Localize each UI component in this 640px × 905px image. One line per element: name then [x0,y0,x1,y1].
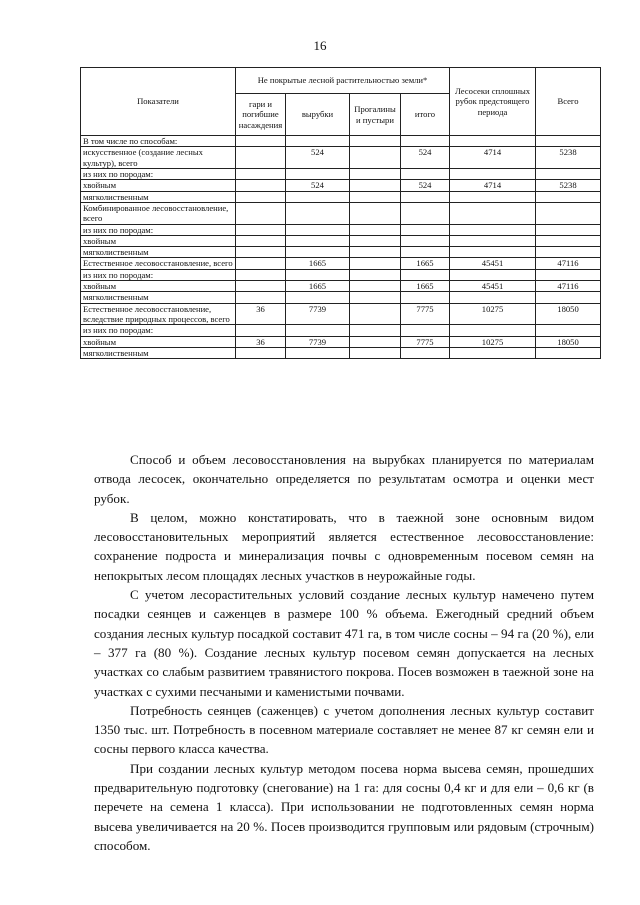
table-cell [536,168,601,179]
table-row [81,247,601,258]
row-label: мягколиственным [81,292,236,303]
table-cell [450,168,536,179]
table-cell: 1665 [401,258,450,269]
table-cell: 524 [286,147,350,169]
table-cell [236,202,286,224]
table-cell [536,191,601,202]
table-cell: 36 [236,303,286,325]
table-cell: 7739 [286,336,350,347]
table-cell [286,191,350,202]
table-row [81,258,601,269]
table-cell [401,235,450,246]
table-cell: 18050 [536,336,601,347]
table-cell: 10275 [450,303,536,325]
table-cell: 4714 [450,180,536,191]
table-cell: 7775 [401,303,450,325]
row-label: из них по породам: [81,325,236,336]
table-row [81,224,601,235]
table-cell [236,258,286,269]
header-total-not-covered: итого [401,94,450,136]
table-cell [350,147,401,169]
table-cell [236,224,286,235]
table-cell [236,191,286,202]
table-cell: 5238 [536,147,601,169]
table-cell [536,325,601,336]
table-cell [286,347,350,358]
table-row [81,292,601,303]
row-label: Естественное лесовосстановление, всего [81,258,236,269]
table-cell [286,136,350,147]
table-cell [450,191,536,202]
table-cell [450,325,536,336]
table-row [81,191,601,202]
paragraph: При создании лесных культур методом посева норма высева семян, прошедших предварительную подготовку (снегование) на 1 га: для сосны 0,4 кг и для ели – 0,6 кг (в перечете на семена 1 класса). При использовании не подготовленных семян норма высева увеличивается на 20 %. Посев производится групповым или рядовым (строчным) способом. [94,760,594,853]
table-row [81,336,601,347]
header-burns: гари и погибшие насаждения [236,94,286,136]
row-label: из них по породам: [81,269,236,280]
body-text [94,450,594,855]
table-cell: 524 [401,180,450,191]
table-cell [536,224,601,235]
table-cell [536,235,601,246]
table-cell [350,281,401,292]
table-cell [401,325,450,336]
row-label: мягколиственным [81,347,236,358]
table-cell [450,269,536,280]
table-row [81,136,601,147]
table-row [81,235,601,246]
table-cell [350,168,401,179]
table-cell: 4714 [450,147,536,169]
table-cell [350,224,401,235]
table-cell [401,202,450,224]
table-cell [450,347,536,358]
table-cell [401,292,450,303]
table-cell [401,347,450,358]
table-cell [536,136,601,147]
table-cell [236,281,286,292]
table-cell [236,168,286,179]
table-cell [401,224,450,235]
table-cell [286,224,350,235]
header-total: Всего [536,68,601,136]
table-cell [450,136,536,147]
table-cell: 7739 [286,303,350,325]
row-label: мягколиственным [81,191,236,202]
table-cell [536,347,601,358]
table-cell [236,147,286,169]
table-row [81,347,601,358]
table-cell [236,269,286,280]
table-cell: 18050 [536,303,601,325]
table-body [81,136,601,359]
header-indicators: Показатели [81,68,236,136]
row-label: хвойным [81,281,236,292]
table-row [81,202,601,224]
table-row [81,180,601,191]
table-cell [350,336,401,347]
table-cell: 36 [236,336,286,347]
table-row [81,269,601,280]
table-cell [286,247,350,258]
table-row [81,281,601,292]
row-label: Комбинированное лесовосстановление, всего [81,202,236,224]
table-cell [350,235,401,246]
row-label: хвойным [81,235,236,246]
table-cell: 1665 [401,281,450,292]
table-cell [286,325,350,336]
table-cell [286,235,350,246]
row-label: хвойным [81,336,236,347]
table-cell [450,224,536,235]
header-glades: Прогалины и пустыри [350,94,401,136]
table-cell: 1665 [286,258,350,269]
row-label: из них по породам: [81,224,236,235]
table-cell: 45451 [450,258,536,269]
table-cell [350,347,401,358]
row-label: хвойным [81,180,236,191]
row-label: из них по породам: [81,168,236,179]
table-cell [536,202,601,224]
page-number: 16 [313,38,327,53]
table-cell [236,136,286,147]
table-cell [401,269,450,280]
table-row [81,168,601,179]
table-cell: 524 [286,180,350,191]
table-cell: 7775 [401,336,450,347]
row-label: Естественное лесовосстановление, вследствие природных процессов, всего [81,303,236,325]
table-cell [236,235,286,246]
table-cell: 5238 [536,180,601,191]
header-cuttings: вырубки [286,94,350,136]
table-cell [350,292,401,303]
table-cell: 1665 [286,281,350,292]
table-cell [350,180,401,191]
table-cell [286,292,350,303]
header-not-covered-lands: Не покрытые лесной растительностью земли* [236,68,450,94]
table-cell: 47116 [536,281,601,292]
table-cell [236,347,286,358]
table-cell: 524 [401,147,450,169]
table-cell [401,247,450,258]
table-cell [450,292,536,303]
table-cell [401,191,450,202]
table-row [81,325,601,336]
table-cell [350,202,401,224]
table-cell [350,269,401,280]
table-cell [286,269,350,280]
table-cell [286,168,350,179]
row-label: искусственное (создание лесных культур), всего [81,147,236,169]
table-cell [536,247,601,258]
table-cell: 45451 [450,281,536,292]
table-cell [401,136,450,147]
table-cell [350,191,401,202]
paragraph: В целом, можно констатировать, что в таежной зоне основным видом лесовосстановительных мероприятий является естественное лесовосстановление: сохранение подроста и минерализация почвы с одновременным посевом семян на непокрытых лесом площадях лесных участков в неурожайные годы. [94,509,594,583]
table-cell [236,325,286,336]
table-cell [236,247,286,258]
table-row [81,303,601,325]
table-cell [401,168,450,179]
table-cell [350,258,401,269]
table-cell [236,292,286,303]
table-cell [450,247,536,258]
table-cell [350,325,401,336]
paragraph: Способ и объем лесовосстановления на вырубках планируется по материалам отвода лесосек, окончательно определяется по результатам осмотра и оценки мест рубок. [94,452,594,506]
row-label: мягколиственным [81,247,236,258]
row-label: В том числе по способам: [81,136,236,147]
table-cell [236,180,286,191]
paragraph: Потребность сеянцев (саженцев) с учетом дополнения лесных культур составит 1350 тыс. шт. Потребность в посевном материале составляет не менее 87 кг семян ели и сосны первого класса качества. [94,702,594,757]
header-clearcut-plots: Лесосеки сплошных рубок предстоящего периода [450,68,536,136]
table-cell [350,136,401,147]
table-cell [450,202,536,224]
table-cell [450,235,536,246]
table-cell [536,269,601,280]
reforestation-table [80,67,601,359]
table-cell [286,202,350,224]
table-cell [350,303,401,325]
table-cell: 47116 [536,258,601,269]
table-cell [536,292,601,303]
table-row [81,147,601,169]
paragraph: С учетом лесорастительных условий создание лесных культур намечено путем посадки сеянцев и саженцев в размере 100 % объема. Ежегодный средний объем создания лесных культур посадкой составит 471 га, в том числе сосны – 94 га (20 %), ели – 377 га (80 %). Создание лесных культур посевом семян допускается на лесных участках со слабым развитием травянистого покрова. Посев возможен в таежной зоне на участках с сухими песчаными и каменистыми почвами. [94,587,594,699]
table-cell [350,247,401,258]
table-cell: 10275 [450,336,536,347]
